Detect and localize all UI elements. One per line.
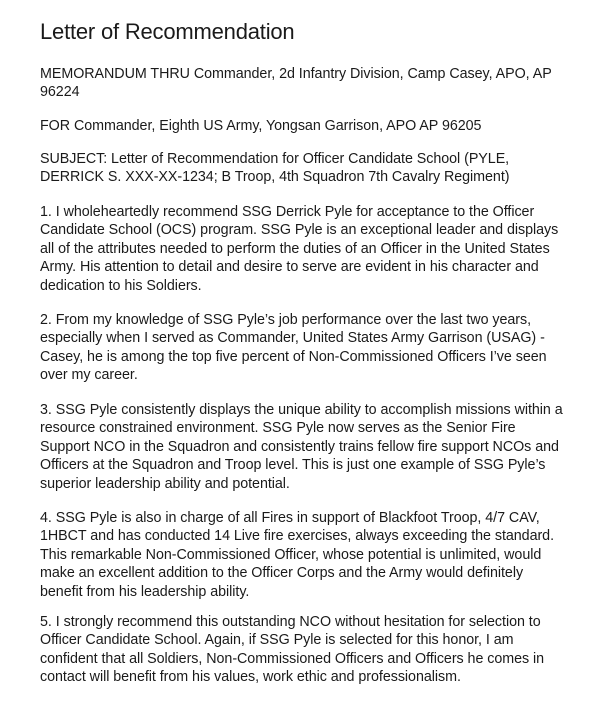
subject-line: SUBJECT: Letter of Recommendation for Officer Candidate School (PYLE, DERRICK S. XXX-XX-1234; B Troop, 4th Squadron 7th Cavalry Regiment) (40, 151, 510, 186)
document-title: Letter of Recommendation (40, 19, 295, 44)
body-paragraph-3: 3. SSG Pyle consistently displays the unique ability to accomplish missions within a resource constrained environment. SSG Pyle now serves as the Senior Fire Support NCO in the Squadron and consistently trains fellow fire support NCOs and Officers at the Squadron and Troop level. This is just one example of SSG Pyle’s superior leadership ability and potential. (40, 402, 563, 492)
body-paragraph-4: 4. SSG Pyle is also in charge of all Fires in support of Blackfoot Troop, 4/7 CAV, 1HBCT and has conducted 14 Live fire exercises, always exceeding the standard. This remarkable Non-Commissioned Officer, whose potential is unlimited, would make an excellent addition to the Officer Corps and the Army would definitely benefit from his leadership ability. (40, 510, 555, 600)
body-paragraph-2: 2. From my knowledge of SSG Pyle’s job performance over the last two years, especially when I served as Commander, United States Army Garrison (USAG) - Casey, he is among the top five percent of Non-Commissioned Officers I’ve seen over my career. (40, 312, 547, 384)
body-paragraph-1: 1. I wholeheartedly recommend SSG Derrick Pyle for acceptance to the Officer Candidate School (OCS) program. SSG Pyle is an exceptional leader and displays all of the attributes needed to perform the duties of an Officer in the United States Army. His attention to detail and desire to serve are evident in his character and dedication to his Soldiers. (40, 204, 559, 294)
for-line: FOR Commander, Eighth US Army, Yongsan Garrison, APO AP 96205 (40, 118, 482, 134)
memorandum-thru-line: MEMORANDUM THRU Commander, 2d Infantry Division, Camp Casey, APO, AP 96224 (40, 66, 552, 101)
body-paragraph-5: 5. I strongly recommend this outstanding NCO without hesitation for selection to Officer Candidate School. Again, if SSG Pyle is selected for this honor, I am confident that all Soldiers, Non-Commissioned Officers and Officers he comes in contact will benefit from his values, work ethic and professionalism. (40, 614, 545, 686)
